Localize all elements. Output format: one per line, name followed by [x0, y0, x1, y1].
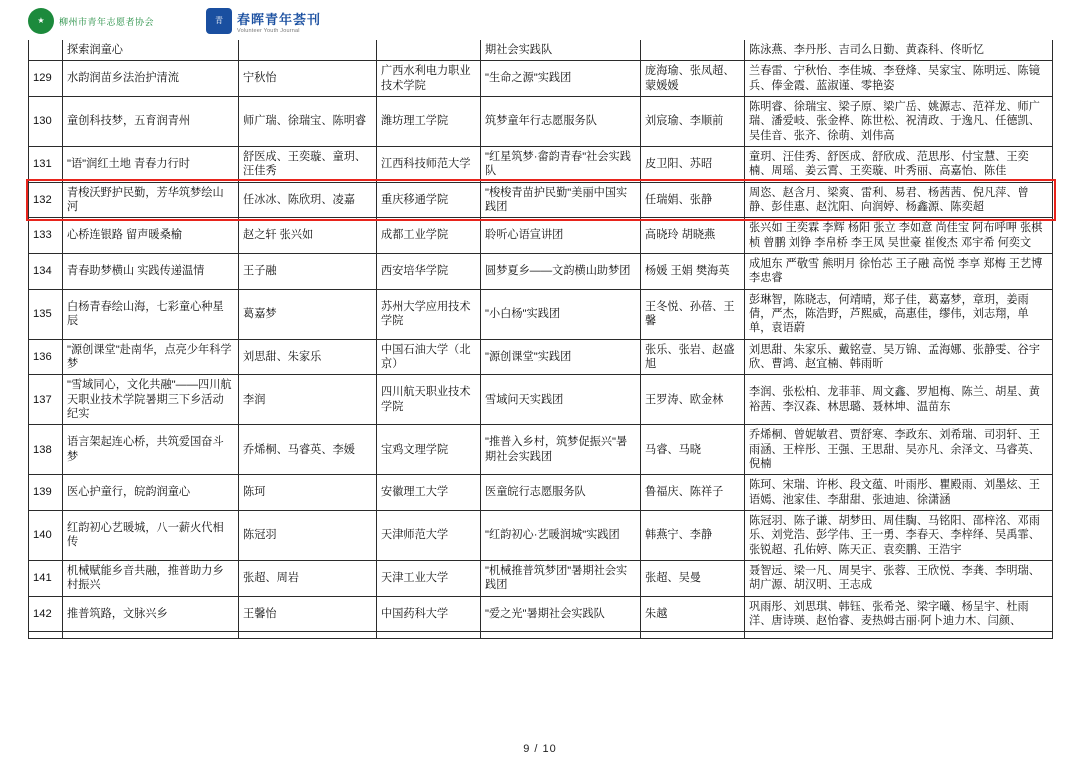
cell-team: 圆梦夏乡——文韵横山助梦团 [481, 253, 641, 289]
cell-num: 137 [29, 375, 63, 425]
cell-members: 周恣、赵含月、梁爽、雷利、易君、杨茜茜、倪凡萍、曾静、彭佳惠、赵沈阳、向润婷、杨鑫源、陈奕超 [745, 182, 1053, 218]
table-row [29, 253, 1053, 289]
cell-team: "梭梭青苗护民勤"美丽中国实践团 [481, 182, 641, 218]
cell-team: "红韵初心·艺暖润城"实践团 [481, 510, 641, 560]
cell-team: 筑梦童年行志愿服务队 [481, 96, 641, 146]
cell-lead: 刘思甜、朱家乐 [239, 339, 377, 375]
cell-advisor: 刘宸瑜、李顺前 [641, 96, 745, 146]
blue-logo-title: 春晖青年荟刊 [237, 11, 322, 27]
cell-org: 重庆移通学院 [377, 182, 481, 218]
cell-org: 江西科技师范大学 [377, 146, 481, 182]
cell-title: 语言架起连心桥，共筑爱国奋斗梦 [63, 425, 239, 475]
table-row-highlighted [29, 182, 1053, 218]
cell-advisor: 杨媛 王娟 樊海英 [641, 253, 745, 289]
cell-num: 130 [29, 96, 63, 146]
cell-lead: 师广瑞、徐瑞宝、陈明睿 [239, 96, 377, 146]
green-seal-logo [28, 8, 154, 34]
cell-members: 陈珂、宋瑞、许彬、段文蕴、叶雨彤、瞿殿雨、刘墨炫、王语嫣、池家佳、李甜甜、张迪迪、徐潇涵 [745, 475, 1053, 511]
blue-journal-icon: 青 [206, 8, 232, 34]
cell-advisor: 高晓玲 胡晓燕 [641, 218, 745, 254]
table-row [29, 289, 1053, 339]
cell-org: 西安培华学院 [377, 253, 481, 289]
cell-members: 聂智远、梁一凡、周昊宇、张蓉、王欣悦、李龚、李明瑞、胡广源、胡汉明、王志成 [745, 560, 1053, 596]
cell-advisor: 任瑞娟、张静 [641, 182, 745, 218]
cell-lead: 陈珂 [239, 475, 377, 511]
cell-org: 天津师范大学 [377, 510, 481, 560]
cell-title: 机械赋能乡音共融，推普助力乡村振兴 [63, 560, 239, 596]
cell-advisor: 庞海瑜、张凤超、蒙媛媛 [641, 61, 745, 97]
cell-title: 童创科技梦，五育润青州 [63, 96, 239, 146]
cell-title: 白杨青春绘山海，七彩童心种星辰 [63, 289, 239, 339]
table-container [0, 40, 1080, 639]
cell-num: 135 [29, 289, 63, 339]
cell-advisor: 鲁福庆、陈祥子 [641, 475, 745, 511]
table-row [29, 425, 1053, 475]
cell-title: 推普筑路，文脉兴乡 [63, 596, 239, 632]
cell-team: "小白杨"实践团 [481, 289, 641, 339]
cell-members: 巩雨彤、刘思琪、韩钰、张希尧、梁字曦、杨呈宇、杜雨洋、唐诗瑛、赵怡睿、麦热姆古丽·阿卜迪力木、闫颜、 [745, 596, 1053, 632]
cell-lead: 乔烯桐、马睿英、李媛 [239, 425, 377, 475]
cell-title: 水韵润苗乡法治护清流 [63, 61, 239, 97]
cell-members: 彭琳智，陈晓志，何靖晴，郑子佳，葛嘉梦，章玥，姜雨倩，严杰，陈浩野，芦熙威，高惠佳，缪伟，刘志翔，单单，袁语蔚 [745, 289, 1053, 339]
cell-lead: 陈冠羽 [239, 510, 377, 560]
cell-lead [239, 632, 377, 639]
cell-num [29, 632, 63, 639]
table-row [29, 146, 1053, 182]
cell-title: 心桥连银路 留声暖桑榆 [63, 218, 239, 254]
cell-members: 童玥、汪佳秀、舒医成、舒欣成、范思彤、付宝慧、王奕楠、周瑶、姜云霄、王奕璇、叶秀丽、高嘉怡、陈佳 [745, 146, 1053, 182]
cell-org: 宝鸡文理学院 [377, 425, 481, 475]
table-row [29, 560, 1053, 596]
cell-num: 140 [29, 510, 63, 560]
table-row [29, 218, 1053, 254]
cell-org: 苏州大学应用技术学院 [377, 289, 481, 339]
cell-team: "机械推普筑梦团"暑期社会实践团 [481, 560, 641, 596]
cell-advisor: 皮卫阳、苏昭 [641, 146, 745, 182]
cell-org: 中国药科大学 [377, 596, 481, 632]
cell-org: 成都工业学院 [377, 218, 481, 254]
cell-lead: 舒医成、王奕璇、童玥、汪佳秀 [239, 146, 377, 182]
cell-advisor: 朱越 [641, 596, 745, 632]
cell-team [481, 632, 641, 639]
table-row [29, 632, 1053, 639]
page-number: 9 / 10 [523, 743, 557, 755]
cell-org [377, 40, 481, 61]
cell-members: 兰春雷、宁秋怡、李佳城、李登烽、吴家宝、陈明远、陈镜兵、俸金霞、蓝淑谨、零艳姿 [745, 61, 1053, 97]
cell-team: "红星筑梦·畲韵青春"社会实践队 [481, 146, 641, 182]
cell-num: 132 [29, 182, 63, 218]
blue-journal-logo [206, 8, 321, 34]
table-row [29, 339, 1053, 375]
cell-title: "语"润红土地 青春力行时 [63, 146, 239, 182]
cell-advisor: 韩燕宁、李静 [641, 510, 745, 560]
table-row [29, 96, 1053, 146]
cell-advisor [641, 632, 745, 639]
table-row [29, 475, 1053, 511]
cell-lead: 王馨怡 [239, 596, 377, 632]
cell-num: 138 [29, 425, 63, 475]
cell-title: 青春助梦横山 实践传递温情 [63, 253, 239, 289]
cell-members: 张兴如 王奕霖 李辉 杨阳 张立 李如意 尚佳宝 阿布呼呷 张棋桢 曾鹏 刘铮 李帛桥 李王凤 吴世豪 崔俊杰 邓宇希 何奕文 [745, 218, 1053, 254]
cell-advisor: 王冬悦、孙蓓、王馨 [641, 289, 745, 339]
cell-members: 乔烯桐、曾妮敏君、贾舒寒、李政东、刘希瑞、司羽轩、王雨涵、王梓彤、王强、王思甜、吴亦凡、余泽文、马睿英、倪楠 [745, 425, 1053, 475]
cell-org: 安徽理工大学 [377, 475, 481, 511]
cell-title: 医心护童行，皖韵润童心 [63, 475, 239, 511]
cell-advisor: 王罗涛、欧金林 [641, 375, 745, 425]
cell-org [377, 632, 481, 639]
cell-org: 中国石油大学（北京） [377, 339, 481, 375]
document-header [0, 0, 1080, 40]
cell-advisor [641, 40, 745, 61]
cell-num: 129 [29, 61, 63, 97]
cell-title: 红韵初心艺暖城，八一薪火代相传 [63, 510, 239, 560]
cell-advisor: 马睿、马晓 [641, 425, 745, 475]
cell-members: 成旭东 严敬雪 熊明月 徐怡芯 王子融 高悦 李享 郑梅 王艺博 李忠睿 [745, 253, 1053, 289]
cell-advisor: 张超、吴曼 [641, 560, 745, 596]
cell-team: "源创课堂"实践团 [481, 339, 641, 375]
table-row [29, 596, 1053, 632]
cell-lead: 葛嘉梦 [239, 289, 377, 339]
cell-lead: 赵之轩 张兴如 [239, 218, 377, 254]
cell-num: 139 [29, 475, 63, 511]
cell-lead: 王子融 [239, 253, 377, 289]
cell-org: 广西水利电力职业技术学院 [377, 61, 481, 97]
table-row [29, 510, 1053, 560]
cell-title: 青梭沃野护民勤，芳华筑梦绘山河 [63, 182, 239, 218]
cell-title [63, 632, 239, 639]
cell-org: 四川航天职业技术学院 [377, 375, 481, 425]
cell-lead: 李润 [239, 375, 377, 425]
cell-title: "源创课堂"赴南华，点亮少年科学梦 [63, 339, 239, 375]
cell-num: 131 [29, 146, 63, 182]
cell-lead: 宁秋怡 [239, 61, 377, 97]
green-seal-icon: ★ [28, 8, 54, 34]
cell-team: 聆听心语宣讲团 [481, 218, 641, 254]
blue-logo-subtitle: Volunteer Youth Journal [237, 27, 300, 34]
cell-lead: 任冰冰、陈欣玥、凌嘉 [239, 182, 377, 218]
cell-num: 136 [29, 339, 63, 375]
cell-team: "生命之源"实践团 [481, 61, 641, 97]
cell-team: 医童皖行志愿服务队 [481, 475, 641, 511]
cell-members: 刘思甜、朱家乐、戴铭壹、吴万锦、孟海娜、张静雯、谷宇欣、曹鸿、赵宜楠、韩雨昕 [745, 339, 1053, 375]
cell-num: 133 [29, 218, 63, 254]
projects-table [28, 40, 1053, 639]
cell-lead: 张超、周岩 [239, 560, 377, 596]
table-row [29, 375, 1053, 425]
cell-org: 潍坊理工学院 [377, 96, 481, 146]
cell-members: 陈冠羽、陈子谦、胡梦田、周佳騊、马铭阳、邵梓洺、邓雨乐、刘党浩、彭学伟、王一勇、李春天、李梓绎、吴禹霏、张锐超、孔佑婷、陈天正、袁奕鹏、王浩宇 [745, 510, 1053, 560]
cell-team: "推普入乡村，筑梦促振兴"暑期社会实践团 [481, 425, 641, 475]
cell-title: 探索润童心 [63, 40, 239, 61]
cell-num: 134 [29, 253, 63, 289]
table-row [29, 40, 1053, 61]
cell-num: 142 [29, 596, 63, 632]
cell-members [745, 632, 1053, 639]
cell-team: 期社会实践队 [481, 40, 641, 61]
cell-members: 陈明睿、徐瑞宝、梁子原、梁广岳、姚源志、范祥龙、师广瑞、潘爱岐、张金桦、陈世松、祝清政、于逸凡、任德凯、吴佳音、张齐、徐萌、刘伟高 [745, 96, 1053, 146]
cell-title: "雪域同心，文化共融"——四川航天职业技术学院暑期三下乡活动纪实 [63, 375, 239, 425]
cell-members: 李润、张松柏、龙菲菲、周文鑫、罗旭梅、陈兰、胡星、黄裕茜、李汉森、林思璐、聂林坤、温苗东 [745, 375, 1053, 425]
cell-team: 雪域问天实践团 [481, 375, 641, 425]
cell-advisor: 张乐、张岩、赵盛旭 [641, 339, 745, 375]
cell-num [29, 40, 63, 61]
table-row [29, 61, 1053, 97]
cell-num: 141 [29, 560, 63, 596]
cell-org: 天津工业大学 [377, 560, 481, 596]
green-logo-text: 柳州市青年志愿者协会 [59, 16, 155, 27]
cell-team: "爱之光"暑期社会实践队 [481, 596, 641, 632]
cell-lead [239, 40, 377, 61]
cell-members: 陈泳燕、李丹彤、吉司么日勤、黄森科、佟昕忆 [745, 40, 1053, 61]
